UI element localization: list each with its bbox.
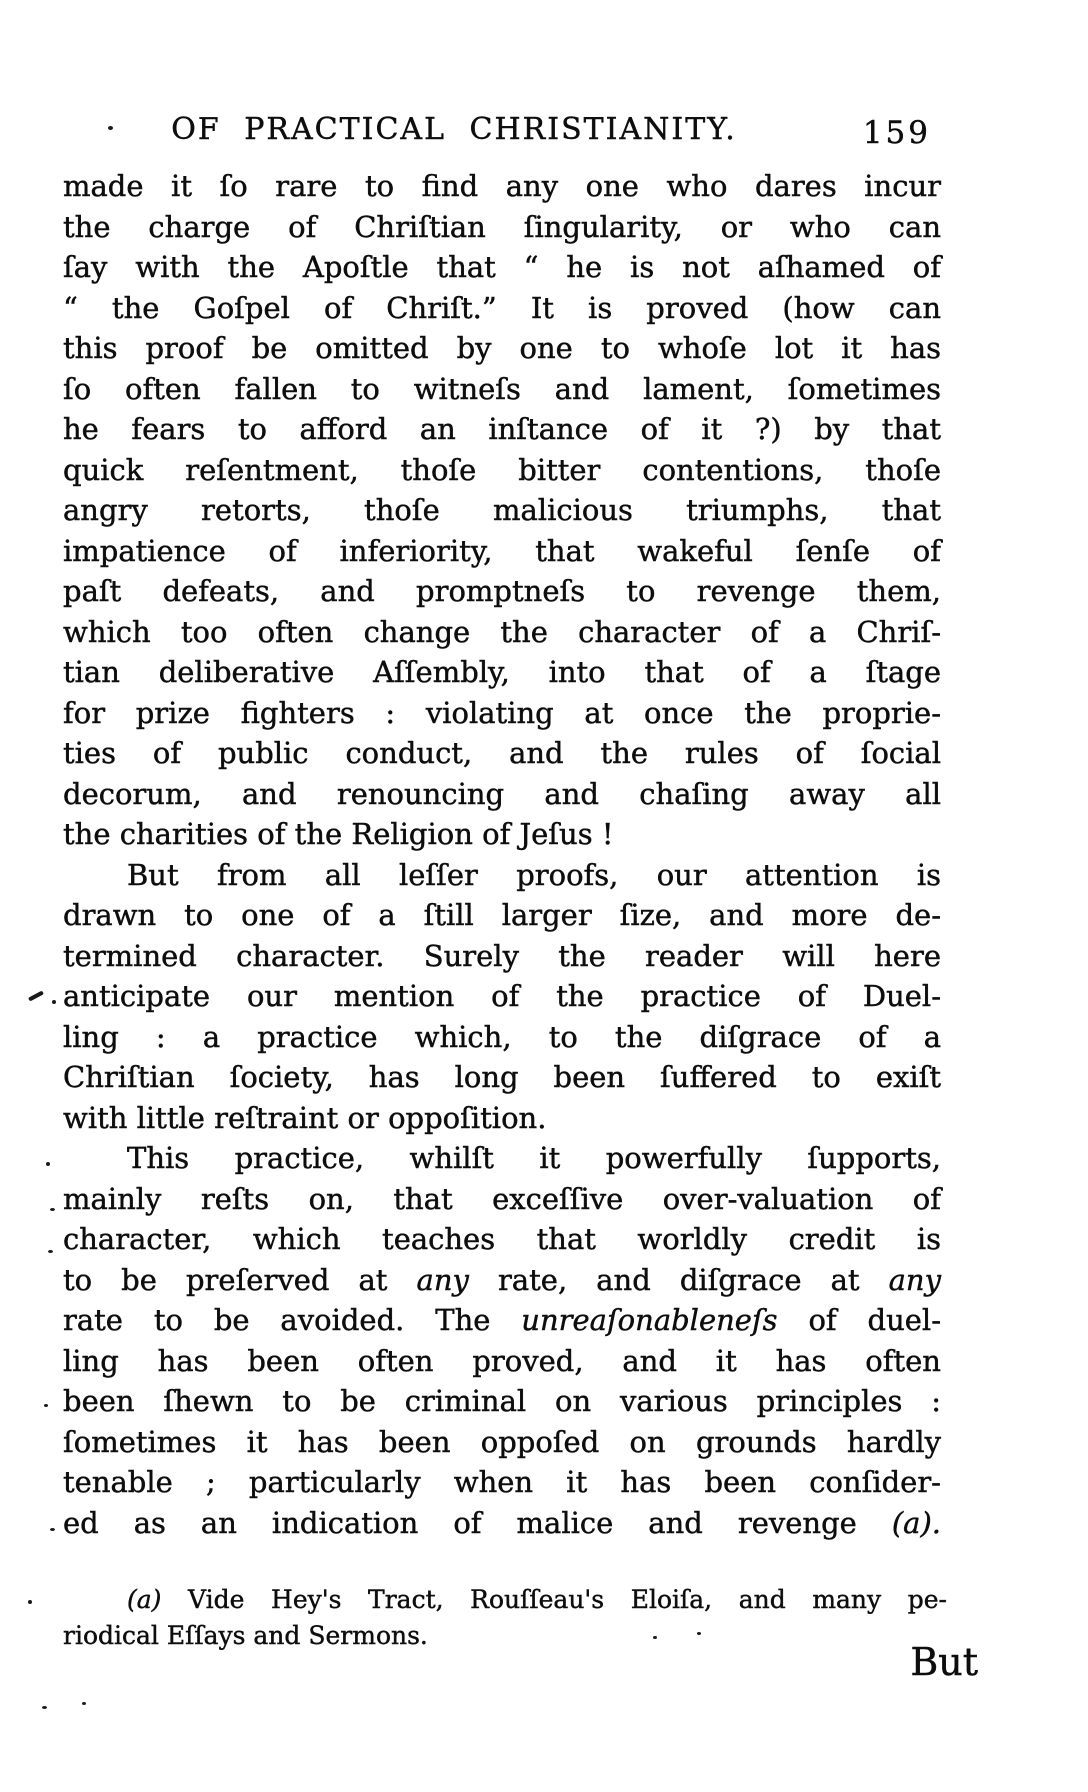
text-segment: ſo often fallen to witneſs and lament, ſometimes <box>63 371 941 406</box>
text-line <box>63 1017 941 1058</box>
paragraph <box>63 166 941 855</box>
text-segment: angry retorts, thoſe malicious triumphs, that <box>63 493 941 527</box>
ink-speck <box>44 1404 48 1407</box>
text-segment: with little reſtraint or oppoſition. <box>63 1100 547 1135</box>
text-line <box>63 1179 941 1220</box>
italic-text: any <box>416 1262 469 1297</box>
ink-speck <box>28 990 44 1001</box>
text-segment: which too often change the character of a Chriſ- <box>63 614 941 649</box>
text-line <box>63 855 941 896</box>
text-segment: rate to be avoided. The <box>63 1303 522 1337</box>
ink-speck <box>50 1528 55 1531</box>
ink-speck <box>82 1702 86 1705</box>
text-segment: “ the Goſpel of Chriſt.” It is proved (how can <box>63 290 941 325</box>
running-head-title: OF PRACTICAL CHRISTIANITY. <box>171 112 737 147</box>
text-segment: tian deliberative Aſſembly, into that of a ſtage <box>63 655 941 689</box>
text-line <box>63 693 941 734</box>
ink-speck <box>48 1250 53 1253</box>
text-segment: this proof be omitted by one to whoſe lot it has <box>63 331 941 365</box>
text-segment: he fears to afford an inſtance of it ?) by that <box>63 412 941 446</box>
catchword: But <box>910 1640 978 1684</box>
text-line <box>63 247 941 288</box>
ink-speck <box>108 126 113 130</box>
text-segment: Chriſtian ſociety, has long been ſuffered to exiſt <box>63 1060 941 1094</box>
italic-text: (a). <box>891 1505 941 1540</box>
text-line <box>63 1098 941 1139</box>
text-segment: ling has been often proved, and it has often <box>63 1343 941 1378</box>
text-segment: This practice, whilſt it powerfully ſupports, <box>127 1141 941 1175</box>
text-line <box>63 450 941 491</box>
text-segment: the charities of the Religion of Jeſus ! <box>63 817 614 851</box>
text-segment: made it ſo rare to find any one who dares incur <box>63 169 941 203</box>
text-segment: impatience of inferiority, that wakeful ſenſe of <box>63 533 941 568</box>
ink-speck <box>50 1208 55 1211</box>
text-line <box>63 1260 941 1301</box>
text-line <box>63 328 941 369</box>
text-segment: Vide Hey's Tract, Rouſſeau's Eloiſa, and many pe- <box>161 1585 947 1614</box>
text-line <box>63 1057 941 1098</box>
text-line <box>63 571 941 612</box>
text-line <box>63 774 941 815</box>
page-number: 159 <box>862 115 931 151</box>
text-line <box>63 976 941 1017</box>
text-line <box>63 733 941 774</box>
italic-text: unreaſonableneſs <box>521 1303 778 1337</box>
paragraph <box>63 1138 941 1543</box>
ink-speck <box>52 1000 56 1004</box>
ink-speck <box>46 1162 50 1166</box>
text-segment: But from all leſſer proofs, our attention is <box>127 857 941 892</box>
text-line <box>63 531 941 572</box>
italic-text: (a) <box>127 1585 162 1614</box>
ink-speck <box>42 1706 47 1709</box>
text-line <box>63 612 941 653</box>
text-line <box>63 288 941 329</box>
text-segment: ed as an indication of malice and revenge <box>63 1505 892 1540</box>
text-line <box>63 1582 947 1618</box>
text-segment: for prize fighters : violating at once the proprie- <box>63 695 941 730</box>
text-line <box>63 936 941 977</box>
text-segment: of duel- <box>777 1303 941 1337</box>
text-segment: tenable ; particularly when it has been conſider- <box>63 1465 941 1499</box>
text-segment: paſt defeats, and promptneſs to revenge them, <box>63 574 941 608</box>
text-segment: riodical Eſſays and Sermons. <box>63 1621 428 1650</box>
text-segment: to be preſerved at <box>63 1262 417 1297</box>
text-segment: drawn to one of a ſtill larger ſize, and more de- <box>63 898 941 932</box>
text-segment: ling : a practice which, to the diſgrace of a <box>63 1019 941 1054</box>
running-head <box>63 112 941 156</box>
text-line <box>63 207 941 248</box>
text-line <box>63 369 941 410</box>
text-line <box>63 1462 941 1503</box>
text-segment: mainly reſts on, that exceſſive over-valuation of <box>63 1181 941 1216</box>
text-segment: termined character. Surely the reader will here <box>63 938 941 973</box>
paragraph <box>63 855 941 1139</box>
text-segment: anticipate our mention of the practice of Duel- <box>63 979 941 1013</box>
text-line <box>63 652 941 693</box>
text-line <box>63 1219 941 1260</box>
text-line <box>63 1503 941 1544</box>
ink-speck <box>28 1600 32 1604</box>
text-line <box>63 166 941 207</box>
body-text <box>63 166 941 1543</box>
text-line <box>63 490 941 531</box>
text-segment: character, which teaches that worldly credit is <box>63 1222 941 1256</box>
text-line <box>63 895 941 936</box>
text-segment: rate, and diſgrace at <box>468 1262 889 1297</box>
italic-text: any <box>888 1262 941 1297</box>
ink-speck <box>653 1636 657 1639</box>
text-segment: quick reſentment, thoſe bitter contentions, thoſe <box>63 452 941 487</box>
ink-speck <box>697 1632 701 1635</box>
text-segment: ſay with the Apoſtle that “ he is not aſhamed of <box>63 250 941 284</box>
text-line <box>63 1341 941 1382</box>
text-segment: the charge of Chriſtian ſingularity, or who can <box>63 209 941 244</box>
text-line <box>63 1300 941 1341</box>
text-line <box>63 1381 941 1422</box>
text-line <box>63 1422 941 1463</box>
text-line <box>63 814 941 855</box>
text-line <box>63 409 941 450</box>
text-segment: ſometimes it has been oppoſed on grounds hardly <box>63 1424 941 1459</box>
text-segment: ties of public conduct, and the rules of ſocial <box>63 736 941 770</box>
text-line <box>63 1138 941 1179</box>
text-segment: been ſhewn to be criminal on various principles : <box>63 1384 941 1418</box>
text-segment: decorum, and renouncing and chaſing away all <box>63 776 941 811</box>
